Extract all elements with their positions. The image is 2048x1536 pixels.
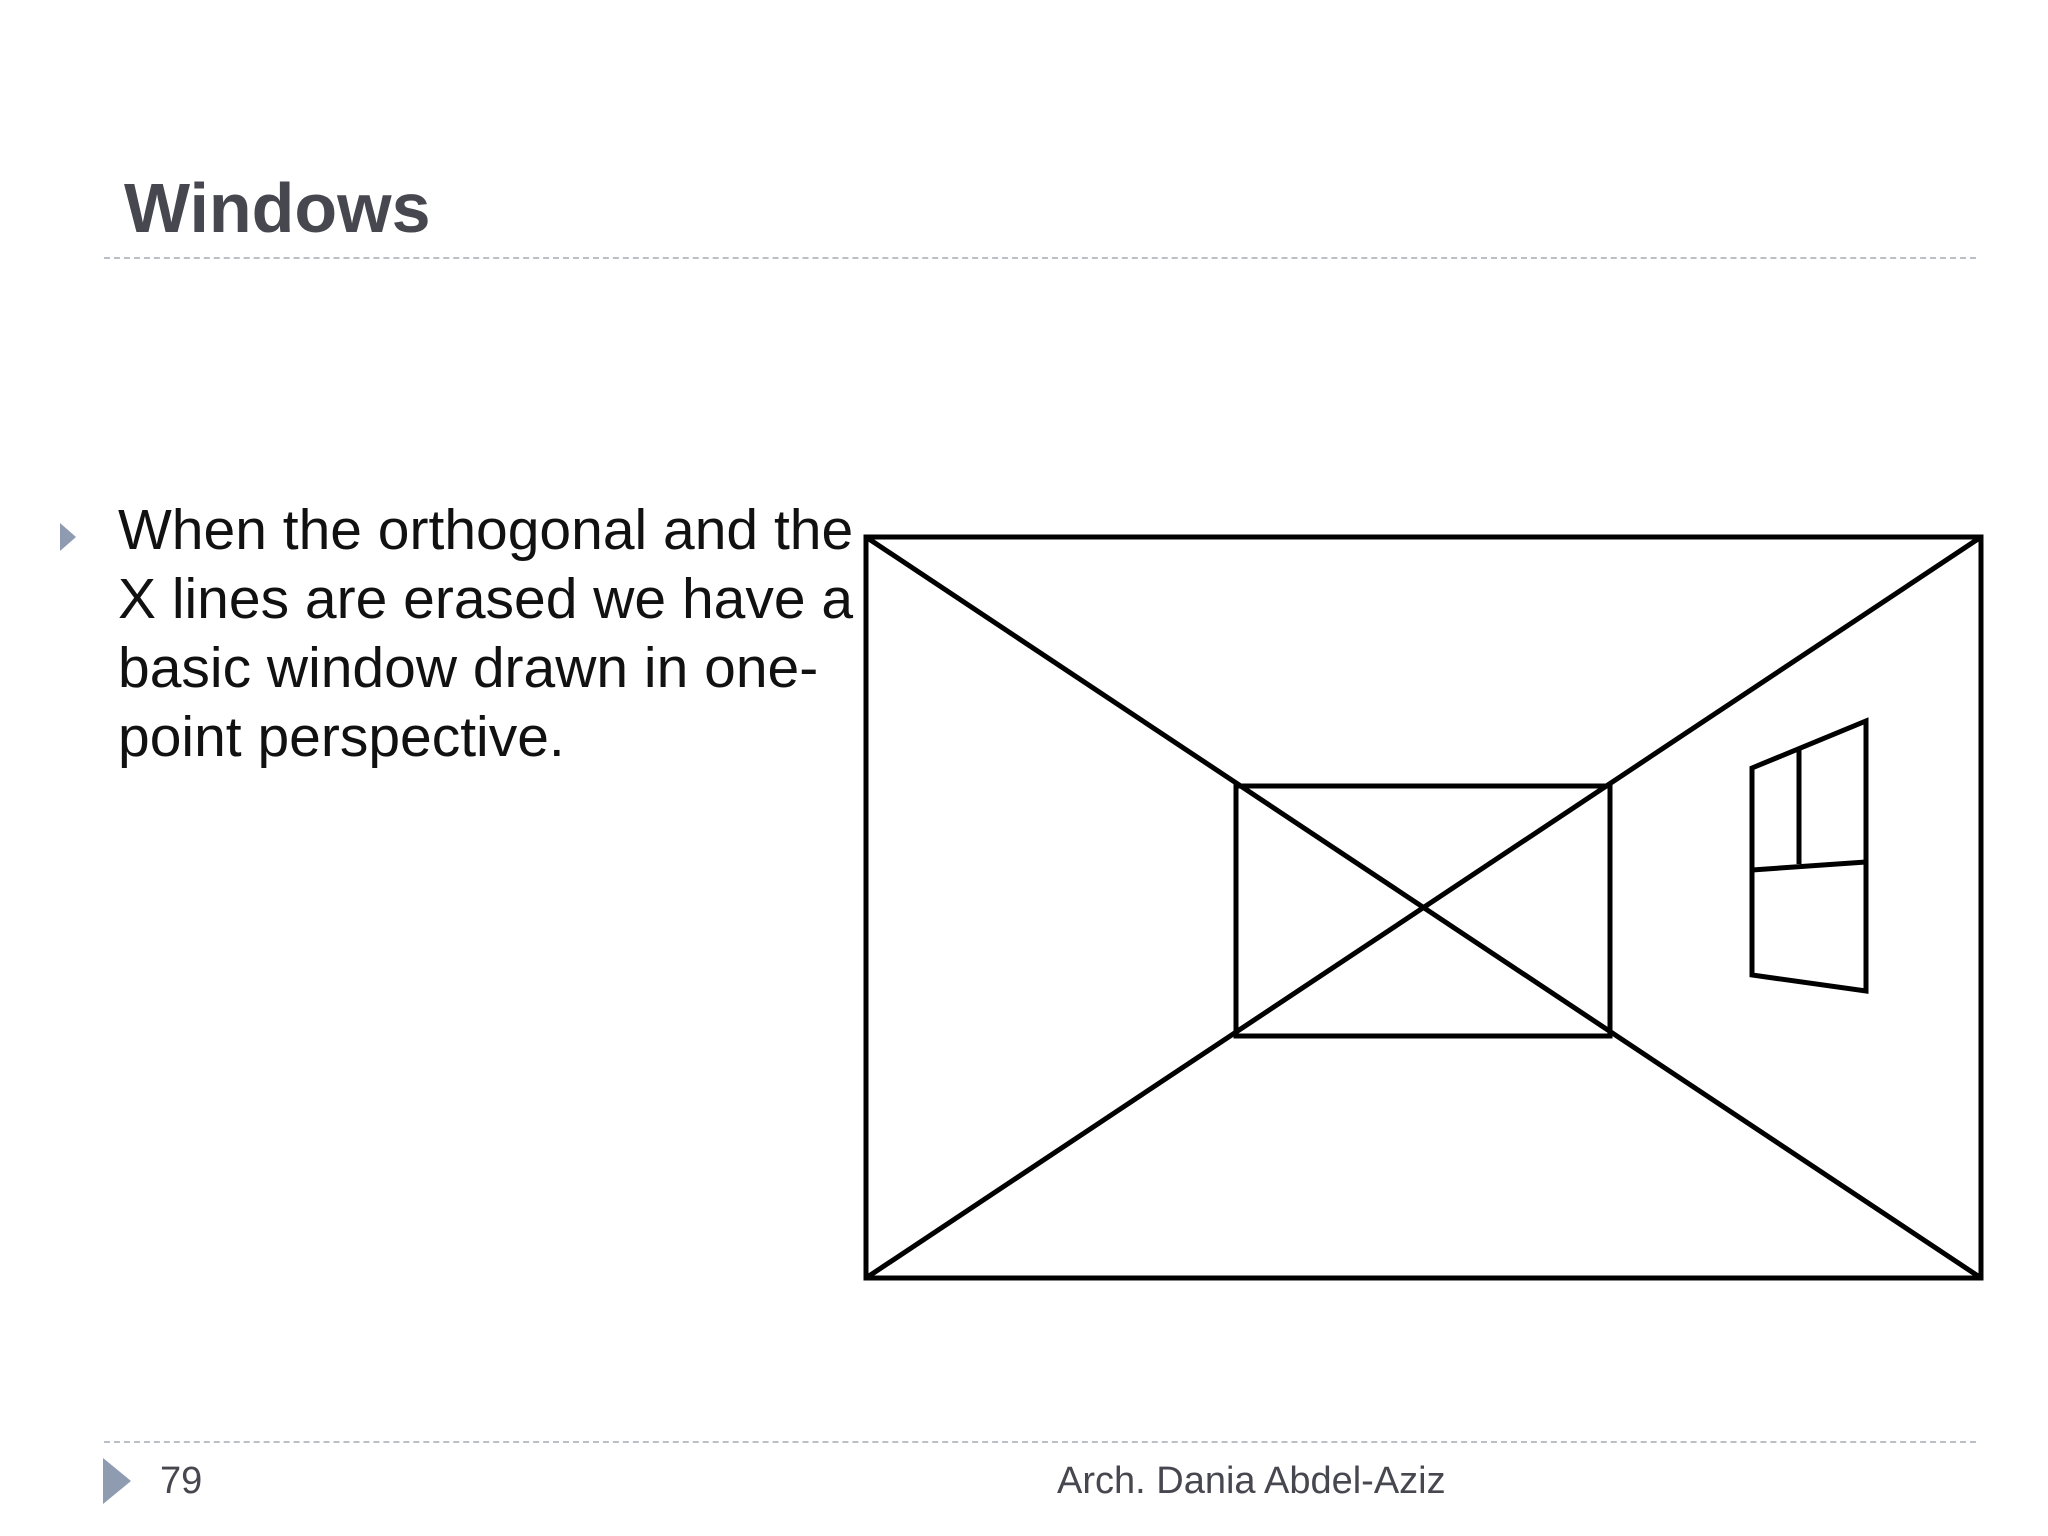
title-divider — [104, 257, 1976, 259]
footer-divider — [104, 1441, 1976, 1443]
bullet-arrow-icon — [60, 523, 76, 551]
bullet-text: When the orthogonal and the X lines are erased we have a basic window drawn in one-point perspective. — [118, 498, 854, 769]
footer-arrow-icon — [103, 1458, 131, 1504]
slide-title: Windows — [124, 169, 431, 247]
footer-author: Arch. Dania Abdel-Aziz — [1057, 1460, 1446, 1502]
window-frame — [1752, 721, 1866, 991]
window-transom — [1752, 862, 1866, 870]
one-point-perspective-drawing — [860, 530, 1990, 1290]
page-number: 79 — [160, 1460, 203, 1502]
